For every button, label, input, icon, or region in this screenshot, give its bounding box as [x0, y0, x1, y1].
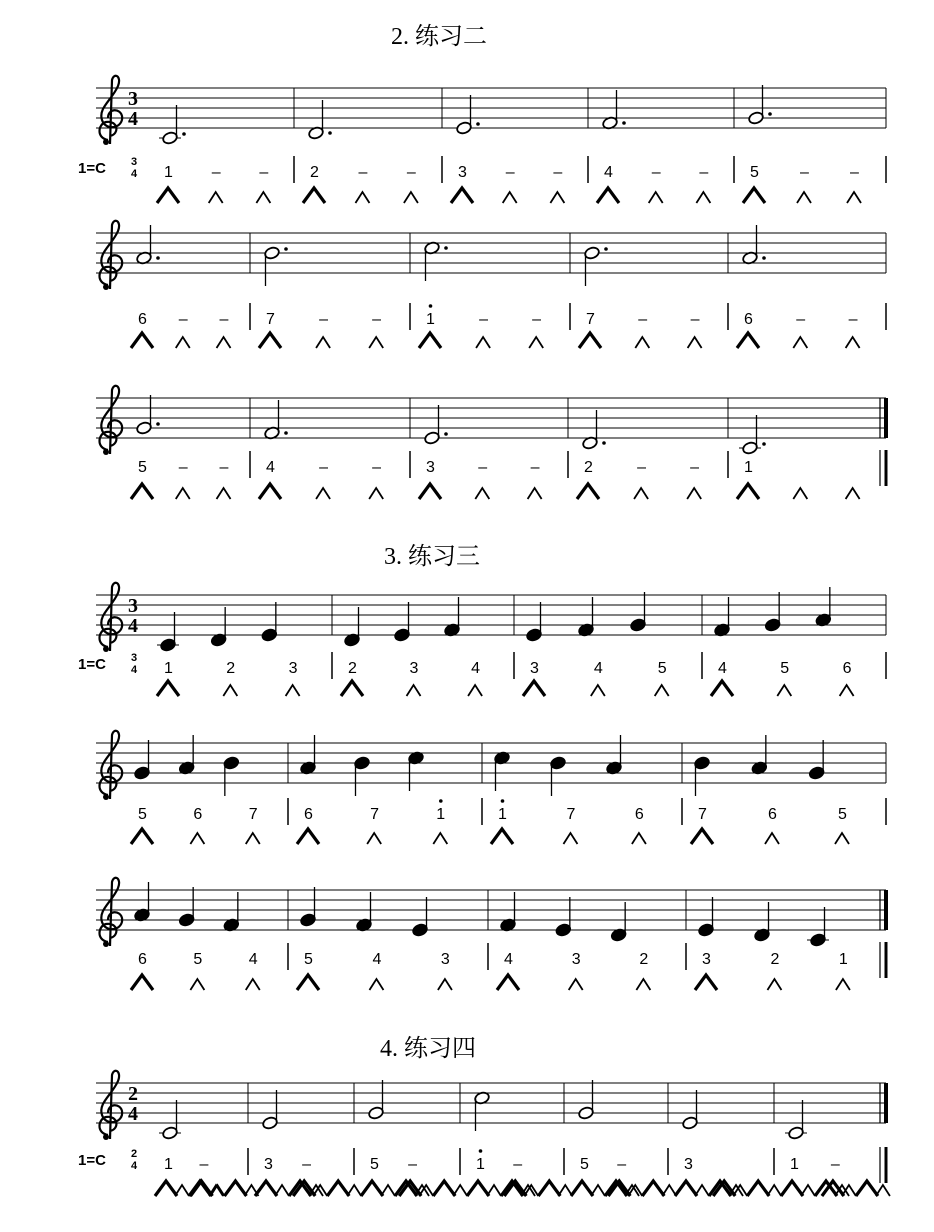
- dot: [284, 431, 288, 435]
- key-label: 1=C: [78, 160, 106, 177]
- note-head: [550, 756, 567, 770]
- jianpu-dash: –: [406, 164, 416, 181]
- jianpu-note: 4: [718, 660, 727, 677]
- note-head: [162, 131, 179, 145]
- jianpu-dash: –: [178, 311, 188, 328]
- note-head: [134, 766, 151, 780]
- jianpu-note: 4: [266, 459, 275, 476]
- jianpu-note: 6: [842, 660, 852, 677]
- jianpu-note: 7: [586, 311, 595, 328]
- jianpu-note: 1: [164, 660, 173, 677]
- note-head: [136, 421, 153, 435]
- note-head: [742, 441, 759, 455]
- note-head: [698, 923, 715, 937]
- note-head: [584, 246, 601, 260]
- dot: [768, 112, 772, 116]
- note-head: [368, 1106, 385, 1120]
- note-head: [810, 933, 827, 947]
- jianpu-note: 7: [266, 311, 275, 328]
- note-head: [555, 923, 572, 937]
- system-3-3: [96, 878, 886, 990]
- jianpu-note: 2: [226, 660, 236, 677]
- dot: [444, 432, 448, 436]
- jianpu-dash: –: [651, 164, 661, 181]
- jianpu-note: 3: [684, 1156, 693, 1173]
- note-head: [394, 628, 411, 642]
- time-sig-top: 3: [128, 88, 138, 110]
- jianpu-dash: –: [830, 1156, 840, 1173]
- jianpu-dash: –: [690, 311, 700, 328]
- note-head: [262, 1116, 279, 1130]
- jianpu-note: 2: [310, 164, 319, 181]
- jianpu-note: 5: [193, 951, 203, 968]
- jianpu-note: 2: [770, 951, 780, 968]
- jianpu-note: 2: [584, 459, 593, 476]
- jianpu-dash: –: [505, 164, 515, 181]
- note-head: [223, 756, 240, 770]
- jianpu-dash: –: [358, 164, 368, 181]
- dot: [762, 442, 766, 446]
- jianpu-dash: –: [800, 164, 809, 181]
- jianpu-meter-top: 3: [131, 652, 138, 664]
- jianpu-note: 5: [780, 660, 790, 677]
- high-octave-dot: [429, 304, 433, 308]
- jianpu-note: 5: [138, 459, 147, 476]
- jianpu-dash: –: [637, 459, 646, 476]
- jianpu-dash: –: [850, 164, 859, 181]
- dot: [604, 247, 608, 251]
- note-head: [456, 121, 473, 135]
- jianpu-note: 5: [580, 1156, 589, 1173]
- jianpu-note: 6: [304, 806, 313, 823]
- jianpu-note: 1: [838, 951, 848, 968]
- jianpu-note-high-do: 1: [498, 806, 507, 823]
- jianpu-meter-bottom: 4: [131, 664, 138, 676]
- time-sig-bottom: 4: [128, 615, 138, 637]
- jianpu-note: 4: [593, 660, 603, 677]
- jianpu-note: 6: [744, 311, 753, 328]
- jianpu-dash: –: [219, 459, 229, 476]
- jianpu-dash: –: [302, 1156, 312, 1173]
- jianpu-note: 3: [702, 951, 711, 968]
- dot: [182, 132, 186, 136]
- jianpu-dash: –: [530, 459, 540, 476]
- jianpu-note: 2: [639, 951, 649, 968]
- jianpu-note: 3: [264, 1156, 273, 1173]
- jianpu-note: 6: [138, 311, 147, 328]
- jianpu-note: 4: [604, 164, 613, 181]
- time-sig-top: 3: [128, 595, 138, 617]
- note-head: [630, 618, 647, 632]
- high-octave-dot: [479, 1149, 483, 1153]
- system-2-2: [96, 221, 886, 348]
- high-octave-dot: [439, 799, 443, 803]
- dot: [328, 131, 332, 135]
- dot: [156, 256, 160, 260]
- jianpu-dash: –: [478, 459, 488, 476]
- jianpu-dash: –: [796, 311, 806, 328]
- key-label: 1=C: [78, 656, 106, 673]
- dot: [156, 422, 160, 426]
- jianpu-note: 5: [750, 164, 759, 181]
- note-head: [748, 111, 765, 125]
- jianpu-note: 3: [530, 660, 539, 677]
- jianpu-dash: –: [617, 1156, 627, 1173]
- jianpu-note: 4: [504, 951, 513, 968]
- jianpu-note: 6: [138, 951, 147, 968]
- jianpu-note-high-do: 1: [476, 1156, 485, 1173]
- jianpu-note-high-do: 1: [436, 806, 446, 823]
- note-head: [300, 913, 317, 927]
- jianpu-note: 5: [657, 660, 667, 677]
- jianpu-note: 1: [744, 459, 753, 476]
- jianpu-note: 1: [790, 1156, 799, 1173]
- jianpu-note: 1: [164, 1156, 173, 1173]
- note-head: [424, 431, 441, 445]
- note-head: [261, 628, 278, 642]
- section-title-4: 4. 练习四: [380, 1036, 476, 1062]
- jianpu-dash: –: [319, 311, 328, 328]
- jianpu-dash: –: [848, 311, 858, 328]
- jianpu-note: 6: [193, 806, 203, 823]
- dot: [444, 246, 448, 250]
- jianpu-dash: –: [513, 1156, 523, 1173]
- jianpu-note: 3: [409, 660, 419, 677]
- time-sig-top: 2: [128, 1083, 138, 1105]
- jianpu-dash: –: [479, 311, 488, 328]
- system-3-1: [78, 583, 886, 696]
- note-head: [162, 1126, 179, 1140]
- jianpu-note: 7: [370, 806, 380, 823]
- jianpu-note: 1: [164, 164, 173, 181]
- system-3-2: [96, 731, 886, 844]
- jianpu-note: 4: [372, 951, 382, 968]
- note-head: [682, 1116, 699, 1130]
- time-sig-bottom: 4: [128, 108, 138, 130]
- note-head: [764, 618, 781, 632]
- jianpu-dash: –: [408, 1156, 418, 1173]
- jianpu-dash: –: [690, 459, 700, 476]
- jianpu-dash: –: [638, 311, 648, 328]
- jianpu-note: 6: [768, 806, 777, 823]
- system-4-1: [78, 1071, 890, 1196]
- jianpu-note: 5: [304, 951, 313, 968]
- jianpu-note: 3: [458, 164, 467, 181]
- system-2-1: [78, 76, 886, 203]
- note-head: [178, 913, 195, 927]
- jianpu-meter-top: 2: [131, 1148, 138, 1160]
- jianpu-dash: –: [372, 311, 382, 328]
- high-octave-dot: [501, 799, 505, 803]
- jianpu-dash: –: [553, 164, 563, 181]
- jianpu-dash: –: [219, 311, 229, 328]
- jianpu-note: 3: [426, 459, 435, 476]
- jianpu-note: 7: [248, 806, 258, 823]
- jianpu-note: 7: [566, 806, 576, 823]
- jianpu-note: 5: [838, 806, 847, 823]
- jianpu-meter-bottom: 4: [131, 168, 138, 180]
- jianpu-note: 3: [288, 660, 298, 677]
- jianpu-dash: –: [319, 459, 328, 476]
- note-head: [354, 756, 371, 770]
- dot: [622, 121, 626, 125]
- jianpu-dash: –: [372, 459, 382, 476]
- dot: [284, 247, 288, 251]
- jianpu-dash: –: [259, 164, 269, 181]
- system-2-3: [96, 386, 886, 499]
- section-title-3: 3. 练习三: [384, 544, 480, 570]
- note-head: [160, 638, 177, 652]
- note-head: [694, 756, 711, 770]
- jianpu-note: 2: [348, 660, 357, 677]
- jianpu-note: 6: [634, 806, 644, 823]
- jianpu-dash: –: [699, 164, 709, 181]
- jianpu-dash: –: [532, 311, 542, 328]
- note-head: [526, 628, 543, 642]
- jianpu-note: 4: [248, 951, 258, 968]
- dot: [476, 122, 480, 126]
- note-head: [808, 766, 825, 780]
- dot: [762, 256, 766, 260]
- section-title-2: 2. 练习二: [391, 24, 487, 50]
- note-head: [788, 1126, 805, 1140]
- jianpu-note: 5: [370, 1156, 379, 1173]
- note-head: [412, 923, 429, 937]
- jianpu-note: 3: [571, 951, 581, 968]
- jianpu-note: 4: [471, 660, 480, 677]
- note-head: [264, 246, 281, 260]
- jianpu-note-high-do: 1: [426, 311, 435, 328]
- jianpu-meter-top: 3: [131, 156, 138, 168]
- jianpu-note: 7: [698, 806, 707, 823]
- jianpu-note: 5: [138, 806, 147, 823]
- key-label: 1=C: [78, 1152, 106, 1169]
- dot: [602, 441, 606, 445]
- note-head: [578, 1106, 595, 1120]
- jianpu-dash: –: [211, 164, 221, 181]
- jianpu-meter-bottom: 4: [131, 1160, 138, 1172]
- jianpu-note: 3: [440, 951, 450, 968]
- jianpu-dash: –: [199, 1156, 209, 1173]
- time-sig-bottom: 4: [128, 1103, 138, 1125]
- jianpu-dash: –: [178, 459, 188, 476]
